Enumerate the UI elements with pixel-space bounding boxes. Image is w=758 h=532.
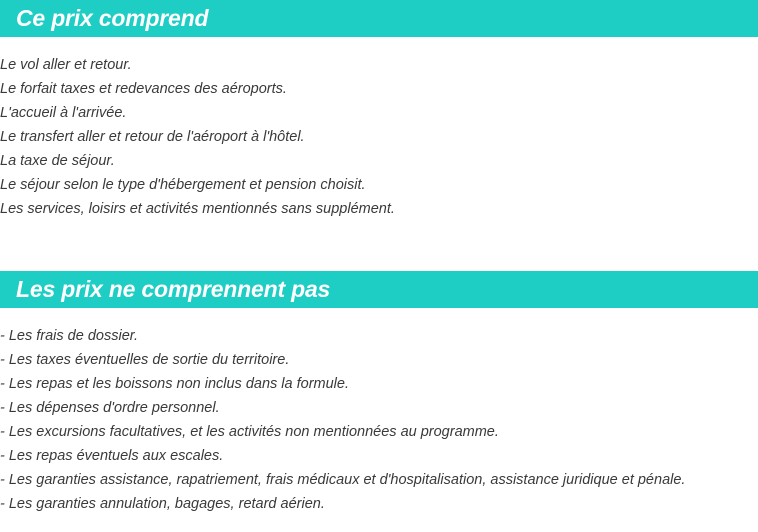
included-item: Les services, loisirs et activités mentionnés sans supplément. bbox=[0, 201, 395, 217]
included-item: La taxe de séjour. bbox=[0, 153, 115, 169]
excluded-item: - Les excursions facultatives, et les activités non mentionnées au programme. bbox=[0, 424, 499, 440]
included-item: Le séjour selon le type d'hébergement et pension choisit. bbox=[0, 177, 366, 193]
excluded-section-title: Les prix ne comprennent pas bbox=[0, 271, 758, 308]
included-item: Le forfait taxes et redevances des aéroports. bbox=[0, 81, 287, 97]
included-items-list bbox=[0, 53, 395, 221]
excluded-item: - Les garanties annulation, bagages, retard aérien. bbox=[0, 496, 325, 512]
included-item: Le transfert aller et retour de l'aéroport à l'hôtel. bbox=[0, 129, 305, 145]
excluded-items-list bbox=[0, 324, 685, 516]
excluded-item: - Les repas et les boissons non inclus dans la formule. bbox=[0, 376, 349, 392]
included-section-title: Ce prix comprend bbox=[0, 0, 758, 37]
excluded-item: - Les dépenses d'ordre personnel. bbox=[0, 400, 220, 416]
included-item: Le vol aller et retour. bbox=[0, 57, 132, 73]
included-item: L'accueil à l'arrivée. bbox=[0, 105, 127, 121]
excluded-item: - Les garanties assistance, rapatriement, frais médicaux et d'hospitalisation, assistance juridique et pénale. bbox=[0, 472, 686, 488]
excluded-item: - Les frais de dossier. bbox=[0, 328, 139, 344]
excluded-item: - Les taxes éventuelles de sortie du territoire. bbox=[0, 352, 290, 368]
excluded-item: - Les repas éventuels aux escales. bbox=[0, 448, 224, 464]
